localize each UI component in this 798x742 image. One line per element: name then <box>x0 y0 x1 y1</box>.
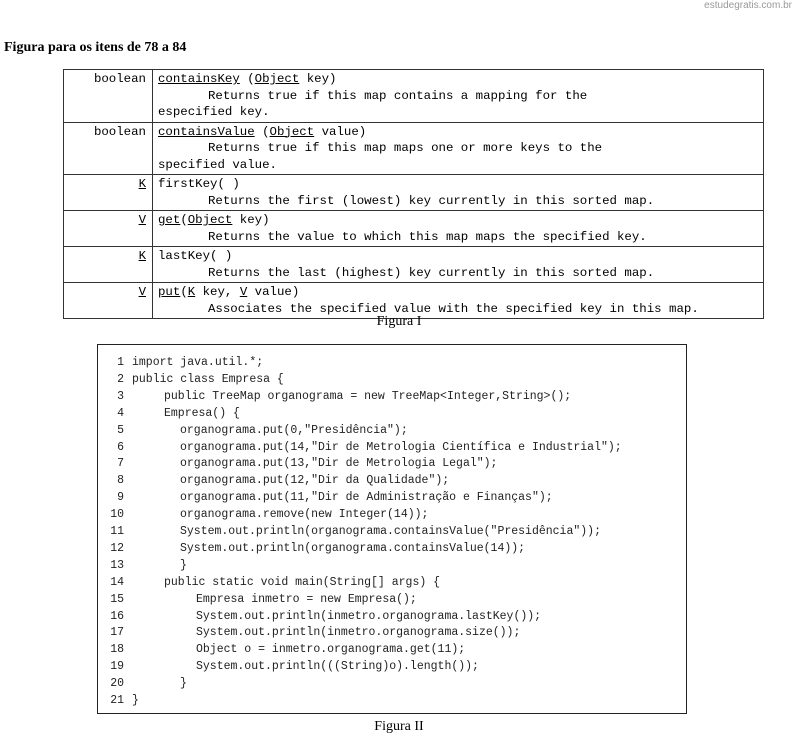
code-listing <box>97 344 687 714</box>
code-text: organograma.put(12,"Dir da Qualidade"); <box>180 474 450 488</box>
line-number: 2 <box>117 372 124 386</box>
line-number: 13 <box>110 558 124 572</box>
line-number: 6 <box>117 440 124 454</box>
code-text: System.out.println(organograma.containsValue(14)); <box>180 541 526 555</box>
method-signature: containsKey (Object key) <box>158 72 337 86</box>
code-text: Empresa() { <box>164 406 240 420</box>
method-signature: get(Object key) <box>158 213 270 227</box>
code-line <box>98 591 686 608</box>
method-signature: firstKey( ) <box>158 177 240 191</box>
line-number: 12 <box>110 541 124 555</box>
watermark: estudegratis.com.br <box>704 0 792 11</box>
code-line <box>98 540 686 557</box>
method-row <box>64 122 764 175</box>
code-text: organograma.put(11,"Dir de Administração e Finanças"); <box>180 491 553 505</box>
code-line <box>98 506 686 523</box>
line-number: 1 <box>117 356 124 369</box>
code-text: System.out.println(((String)o).length()); <box>196 660 479 674</box>
return-type: V <box>64 211 153 247</box>
method-signature: containsValue (Object value) <box>158 124 367 139</box>
code-line <box>98 624 686 641</box>
line-number: 19 <box>110 660 124 674</box>
return-type: boolean <box>64 70 153 123</box>
method-row <box>64 211 764 247</box>
line-number: 7 <box>117 457 124 471</box>
code-text: } <box>180 677 187 691</box>
method-description-continued: especified key. <box>158 105 270 119</box>
method-cell <box>153 247 764 283</box>
code-line <box>98 439 686 456</box>
line-number: 16 <box>110 609 124 623</box>
code-line <box>98 489 686 506</box>
line-number: 17 <box>110 626 124 640</box>
method-description: Returns the first (lowest) key currently in this sorted map. <box>208 193 655 208</box>
code-line <box>98 641 686 658</box>
code-text: organograma.put(0,"Presidência"); <box>180 423 408 437</box>
code-text: System.out.println(inmetro.organograma.size()); <box>196 626 521 640</box>
code-line <box>98 388 686 405</box>
code-line <box>98 557 686 574</box>
code-line <box>98 692 686 709</box>
figure-1-caption: Figura I <box>376 314 422 329</box>
code-text: } <box>180 558 187 572</box>
code-line <box>98 405 686 422</box>
line-number: 8 <box>117 474 124 488</box>
line-number: 11 <box>110 525 124 538</box>
method-row <box>64 175 764 211</box>
api-method-table <box>63 69 764 319</box>
code-text: public class Empresa { <box>132 372 284 386</box>
method-description: Returns the last (highest) key currently in this sorted map. <box>208 265 655 280</box>
line-number: 21 <box>110 694 124 707</box>
method-signature: put(K key, V value) <box>158 285 300 299</box>
code-text: public TreeMap organograma = new TreeMap<Integer,String>(); <box>164 389 572 403</box>
method-cell <box>153 211 764 247</box>
line-number: 14 <box>110 575 124 589</box>
method-description-continued: specified value. <box>158 157 277 172</box>
return-type: K <box>64 247 153 283</box>
line-number: 18 <box>110 643 124 657</box>
code-text: Empresa inmetro = new Empresa(); <box>196 592 417 606</box>
code-text: System.out.println(inmetro.organograma.lastKey()); <box>196 609 542 623</box>
code-line <box>98 422 686 439</box>
method-description: Returns true if this map contains a mapping for the <box>208 88 588 103</box>
line-number: 5 <box>117 423 124 437</box>
method-cell <box>153 70 764 123</box>
code-line <box>98 455 686 472</box>
return-type: V <box>64 283 153 319</box>
line-number: 15 <box>110 592 124 606</box>
code-line <box>98 371 686 388</box>
code-line <box>98 675 686 692</box>
code-text: organograma.put(13,"Dir de Metrologia Legal"); <box>180 457 498 471</box>
method-cell <box>153 175 764 211</box>
return-type: boolean <box>64 122 153 175</box>
line-number: 10 <box>110 508 124 522</box>
code-line <box>98 523 686 540</box>
code-line <box>98 354 686 371</box>
code-line <box>98 658 686 675</box>
method-description: Returns true if this map maps one or more keys to the <box>208 141 603 155</box>
code-line <box>98 608 686 625</box>
line-number: 4 <box>117 406 124 420</box>
code-text: System.out.println(organograma.containsValue("Presidência")); <box>180 525 601 538</box>
method-row <box>64 70 764 123</box>
method-description: Returns the value to which this map maps the specified key. <box>208 229 647 244</box>
code-text: } <box>132 694 139 707</box>
method-description: Associates the specified value with the specified key in this map. <box>208 301 699 316</box>
code-text: Object o = inmetro.organograma.get(11); <box>196 643 466 657</box>
code-text: import java.util.*; <box>132 356 264 369</box>
code-line <box>98 574 686 591</box>
code-text: organograma.put(14,"Dir de Metrologia Científica e Industrial"); <box>180 440 622 454</box>
line-number: 9 <box>117 491 124 505</box>
method-row <box>64 247 764 283</box>
code-line <box>98 472 686 489</box>
code-text: public static void main(String[] args) { <box>164 575 441 589</box>
figure-2-caption: Figura II <box>374 719 424 734</box>
line-number: 20 <box>110 677 124 691</box>
section-heading: Figura para os itens de 78 a 84 <box>4 40 187 55</box>
code-text: organograma.remove(new Integer(14)); <box>180 508 429 522</box>
method-signature: lastKey( ) <box>158 249 233 263</box>
method-cell <box>153 122 764 175</box>
line-number: 3 <box>117 389 124 403</box>
return-type: K <box>64 175 153 211</box>
